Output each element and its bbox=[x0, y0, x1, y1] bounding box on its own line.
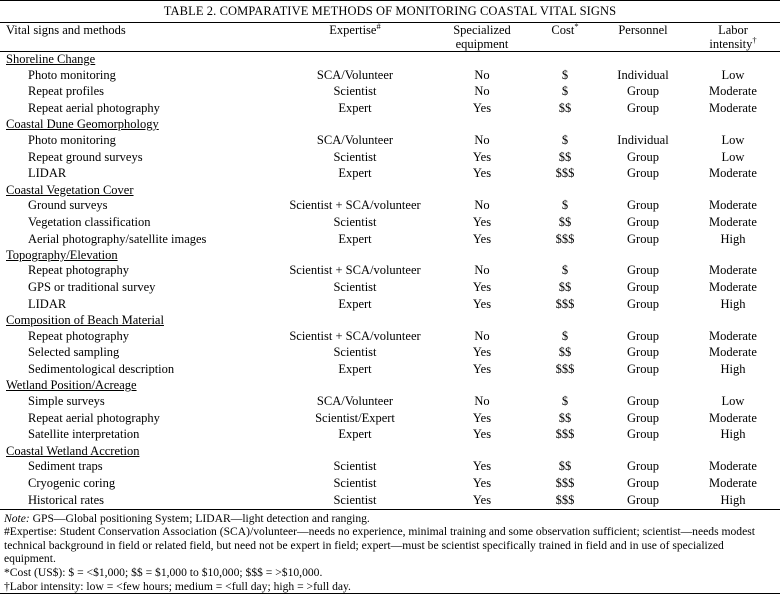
cell-cost: $$ bbox=[558, 280, 572, 294]
cell-cost: $$ bbox=[558, 410, 572, 425]
cell-personnel: Group bbox=[627, 410, 659, 425]
table-row bbox=[0, 231, 780, 248]
cell-equipment: No bbox=[474, 393, 490, 408]
cell-equipment: Yes bbox=[472, 166, 492, 181]
table-notes bbox=[0, 510, 780, 593]
group-label: Wetland Position/Acreage bbox=[6, 378, 137, 393]
cell-method: Repeat aerial photography bbox=[28, 101, 160, 115]
cell-expertise: Expert bbox=[338, 231, 372, 246]
cell-cost: $$$ bbox=[555, 231, 575, 246]
cell-personnel: Group bbox=[627, 149, 659, 164]
note-label: Note: bbox=[4, 511, 30, 525]
cell-expertise: Expert bbox=[338, 362, 372, 376]
cell-labor: Low bbox=[721, 67, 745, 82]
cell-method: Photo monitoring bbox=[28, 132, 116, 147]
cell-method: Ground surveys bbox=[28, 198, 108, 212]
cell-method: Sediment traps bbox=[28, 459, 103, 473]
cell-labor: High bbox=[720, 492, 746, 507]
cell-personnel: Group bbox=[627, 362, 659, 376]
cell-cost: $ bbox=[561, 67, 569, 82]
cost-footnote-mark: * bbox=[574, 20, 579, 31]
cell-labor: Moderate bbox=[709, 475, 757, 490]
cell-cost: $$$ bbox=[555, 166, 575, 181]
cell-labor: Low bbox=[721, 393, 745, 408]
note-expertise: #Expertise: Student Conservation Association (SCA)/volunteer—needs no experience, minimal training and some observation sufficient; scientist—needs modest technical background in field or related field, but need not be expert in field; expert—must be scientist specifically trained in field and in use of specialized equipment. bbox=[4, 525, 755, 566]
cell-expertise: Scientist bbox=[333, 149, 377, 164]
group-label: Composition of Beach Material bbox=[6, 313, 164, 327]
cell-personnel: Group bbox=[627, 214, 659, 229]
cell-cost: $$ bbox=[558, 149, 572, 164]
table-body-wrapper bbox=[0, 52, 780, 509]
cell-cost: $ bbox=[561, 132, 569, 147]
cell-labor: Moderate bbox=[709, 459, 757, 473]
table-row bbox=[0, 345, 780, 362]
group-label: Coastal Vegetation Cover bbox=[6, 182, 134, 197]
expertise-footnote-mark: # bbox=[376, 20, 381, 31]
note-text: GPS—Global positioning System; LIDAR—light detection and ranging. bbox=[29, 511, 370, 525]
cell-cost: $ bbox=[561, 198, 569, 212]
cell-labor: Moderate bbox=[709, 214, 757, 229]
table-row bbox=[0, 362, 780, 379]
group-row bbox=[0, 248, 780, 263]
table-row bbox=[0, 280, 780, 297]
cell-equipment: No bbox=[474, 84, 490, 99]
table-row bbox=[0, 149, 780, 166]
cell-expertise: SCA/Volunteer bbox=[316, 393, 394, 408]
cell-method: GPS or traditional survey bbox=[28, 280, 156, 294]
cell-labor: High bbox=[720, 231, 746, 246]
cell-method: Cryogenic coring bbox=[28, 475, 116, 490]
table-row bbox=[0, 459, 780, 476]
header-method: Vital signs and methods bbox=[6, 23, 126, 37]
labor-footnote-mark: † bbox=[752, 34, 757, 45]
cell-equipment: No bbox=[474, 198, 490, 212]
table-row bbox=[0, 166, 780, 183]
cell-cost: $$$ bbox=[555, 475, 575, 490]
cell-labor: Moderate bbox=[709, 410, 757, 425]
cell-method: Aerial photography/satellite images bbox=[28, 231, 207, 246]
table-row bbox=[0, 475, 780, 492]
cell-equipment: Yes bbox=[472, 410, 492, 425]
cell-method: Repeat photography bbox=[28, 328, 130, 343]
table-row bbox=[0, 427, 780, 444]
comparative-methods-table bbox=[0, 20, 780, 51]
cell-cost: $$ bbox=[558, 345, 572, 360]
cell-expertise: Scientist bbox=[333, 459, 377, 473]
cell-personnel: Group bbox=[627, 198, 659, 212]
group-row bbox=[0, 183, 780, 198]
cell-labor: Low bbox=[721, 132, 745, 147]
cell-labor: Low bbox=[721, 149, 745, 164]
cell-expertise: Scientist + SCA/volunteer bbox=[289, 198, 421, 212]
cell-cost: $ bbox=[561, 328, 569, 343]
cell-expertise: Scientist bbox=[333, 492, 377, 507]
cell-equipment: Yes bbox=[472, 475, 492, 490]
cell-expertise: Scientist bbox=[333, 345, 377, 360]
cell-expertise: Scientist + SCA/volunteer bbox=[289, 263, 421, 278]
cell-method: Sedimentological description bbox=[28, 362, 175, 376]
cell-labor: Moderate bbox=[709, 328, 757, 343]
cell-expertise: Scientist bbox=[333, 214, 377, 229]
cell-cost: $ bbox=[561, 84, 569, 99]
cell-cost: $ bbox=[561, 393, 569, 408]
table-row bbox=[0, 67, 780, 84]
cell-cost: $ bbox=[561, 263, 569, 278]
table-row bbox=[0, 84, 780, 101]
cell-method: Repeat profiles bbox=[28, 84, 105, 99]
cell-personnel: Group bbox=[627, 427, 659, 442]
cell-equipment: Yes bbox=[472, 345, 492, 360]
cell-equipment: No bbox=[474, 132, 490, 147]
cell-method: Repeat ground surveys bbox=[28, 149, 143, 164]
note-cost: *Cost (US$): $ = <$1,000; $$ = $1,000 to $10,000; $$$ = >$10,000. bbox=[4, 566, 323, 579]
cell-method: Historical rates bbox=[28, 492, 105, 507]
header-equipment: Specialized equipment bbox=[453, 23, 511, 51]
cell-equipment: Yes bbox=[472, 101, 492, 115]
cell-personnel: Group bbox=[627, 328, 659, 343]
cell-method: Repeat photography bbox=[28, 263, 130, 278]
table-row bbox=[0, 492, 780, 509]
cell-personnel: Group bbox=[627, 393, 659, 408]
cell-personnel: Group bbox=[627, 475, 659, 490]
cell-expertise: Scientist bbox=[333, 475, 377, 490]
group-row bbox=[0, 378, 780, 393]
cell-expertise: Scientist bbox=[333, 280, 377, 294]
cell-labor: Moderate bbox=[709, 345, 757, 360]
header-cost: Cost* bbox=[551, 20, 579, 37]
cell-personnel: Group bbox=[627, 166, 659, 181]
cell-equipment: Yes bbox=[472, 149, 492, 164]
table-header bbox=[0, 20, 780, 51]
cell-labor: Moderate bbox=[709, 166, 757, 181]
table-row bbox=[0, 132, 780, 149]
cell-method: LIDAR bbox=[28, 296, 67, 311]
group-row bbox=[0, 52, 780, 67]
cell-expertise: Expert bbox=[338, 101, 372, 115]
cell-personnel: Individual bbox=[617, 67, 669, 82]
cell-cost: $$ bbox=[558, 214, 572, 229]
table-row bbox=[0, 393, 780, 410]
cell-cost: $$$ bbox=[555, 296, 575, 311]
table-row bbox=[0, 263, 780, 280]
cell-personnel: Group bbox=[627, 84, 659, 99]
cell-expertise: Expert bbox=[338, 427, 372, 442]
cell-cost: $$ bbox=[558, 101, 572, 115]
cell-method: Repeat aerial photography bbox=[28, 410, 160, 425]
cell-cost: $$ bbox=[558, 459, 572, 473]
cell-equipment: No bbox=[474, 67, 490, 82]
table-row bbox=[0, 214, 780, 231]
cell-method: LIDAR bbox=[28, 166, 67, 181]
header-labor: Labor intensity† bbox=[709, 23, 757, 51]
cell-equipment: Yes bbox=[472, 459, 492, 473]
cell-method: Satellite interpretation bbox=[28, 427, 140, 442]
cell-equipment: Yes bbox=[472, 214, 492, 229]
cell-equipment: Yes bbox=[472, 280, 492, 294]
cell-cost: $$$ bbox=[555, 427, 575, 442]
table-row bbox=[0, 198, 780, 215]
cell-labor: Moderate bbox=[709, 198, 757, 212]
cell-equipment: Yes bbox=[472, 492, 492, 507]
group-label: Coastal Dune Geomorphology bbox=[6, 117, 159, 132]
cell-personnel: Group bbox=[627, 296, 659, 311]
group-label: Coastal Wetland Accretion bbox=[6, 443, 140, 458]
group-row bbox=[0, 313, 780, 328]
cell-personnel: Individual bbox=[617, 132, 669, 147]
cell-labor: Moderate bbox=[709, 101, 757, 115]
cell-personnel: Group bbox=[627, 280, 659, 294]
cell-expertise: Scientist bbox=[333, 84, 377, 99]
cell-expertise: Scientist + SCA/volunteer bbox=[289, 328, 421, 343]
cell-labor: Moderate bbox=[709, 263, 757, 278]
cell-equipment: Yes bbox=[472, 296, 492, 311]
note-labor: †Labor intensity: low = <few hours; medium = <full day; high = >full day. bbox=[4, 579, 351, 593]
cell-method: Photo monitoring bbox=[28, 67, 116, 82]
cell-expertise: Scientist/Expert bbox=[315, 410, 395, 425]
table-row bbox=[0, 296, 780, 313]
cell-labor: High bbox=[720, 362, 746, 376]
cell-personnel: Group bbox=[627, 459, 659, 473]
group-label: Topography/Elevation bbox=[6, 247, 118, 262]
cell-labor: Moderate bbox=[709, 84, 757, 99]
table-row bbox=[0, 101, 780, 118]
cell-labor: Moderate bbox=[709, 280, 757, 294]
header-expertise: Expertise# bbox=[329, 20, 381, 37]
cell-equipment: Yes bbox=[472, 362, 492, 376]
cell-expertise: Expert bbox=[338, 166, 372, 181]
table-row bbox=[0, 410, 780, 427]
cell-personnel: Group bbox=[627, 263, 659, 278]
cell-method: Selected sampling bbox=[28, 345, 120, 360]
cell-personnel: Group bbox=[627, 101, 659, 115]
cell-expertise: SCA/Volunteer bbox=[316, 132, 394, 147]
cell-labor: High bbox=[720, 296, 746, 311]
note-general bbox=[4, 512, 776, 526]
table-body bbox=[0, 52, 780, 509]
cell-equipment: Yes bbox=[472, 231, 492, 246]
group-row bbox=[0, 117, 780, 132]
cell-cost: $$$ bbox=[555, 362, 575, 376]
cell-cost: $$$ bbox=[555, 492, 575, 507]
table-row bbox=[0, 328, 780, 345]
table-title: TABLE 2. COMPARATIVE METHODS OF MONITORING COASTAL VITAL SIGNS bbox=[163, 4, 617, 18]
group-label: Shoreline Change bbox=[6, 52, 96, 66]
cell-equipment: No bbox=[474, 328, 490, 343]
cell-personnel: Group bbox=[627, 231, 659, 246]
cell-method: Simple surveys bbox=[28, 393, 105, 408]
cell-expertise: SCA/Volunteer bbox=[316, 67, 394, 82]
header-personnel: Personnel bbox=[618, 23, 668, 37]
cell-equipment: Yes bbox=[472, 427, 492, 442]
cell-personnel: Group bbox=[627, 492, 659, 507]
group-row bbox=[0, 444, 780, 459]
cell-expertise: Expert bbox=[338, 296, 372, 311]
cell-labor: High bbox=[720, 427, 746, 442]
cell-equipment: No bbox=[474, 263, 490, 278]
cell-personnel: Group bbox=[627, 345, 659, 360]
cell-method: Vegetation classification bbox=[28, 214, 151, 229]
